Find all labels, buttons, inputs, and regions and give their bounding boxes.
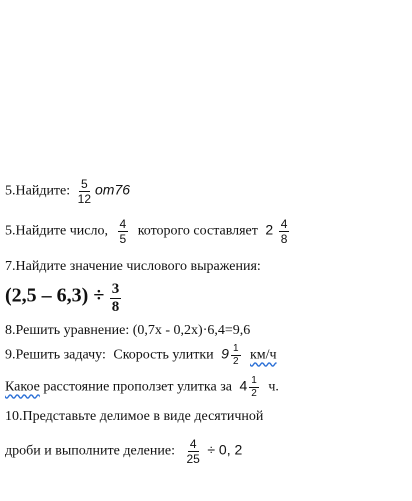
mixed-whole: 4: [239, 377, 248, 394]
fraction: $\frac{1}{2}$: [251, 375, 257, 399]
task-9-line2: [5, 376, 279, 399]
task-10-rest: ÷ 0, 2: [207, 441, 243, 458]
task-5b-label: 5.Найдите число,: [5, 223, 108, 239]
mixed-whole: 2: [265, 221, 274, 238]
task-8: 8.Решить уравнение: (0,7x - 0,2x)·6,4=9,6: [5, 323, 251, 338]
task-5b-middle: которого составляет: [137, 223, 258, 239]
fraction: $\frac{3}{8}$: [111, 281, 120, 315]
unit-speed: км/ч: [250, 347, 277, 363]
fraction: $\frac{5}{12}$: [77, 177, 92, 206]
task-7-label: 7.Найдите значение числового выражения:: [5, 259, 261, 274]
fraction: $\frac{4}{5}$: [119, 217, 127, 246]
mixed-whole: 9: [221, 345, 229, 362]
task-9-question: расстояние проползет улитка за: [43, 379, 232, 395]
unit-hours: ч.: [268, 379, 279, 395]
task-9-word: Какое: [5, 379, 40, 395]
task-9-text: Скорость улитки: [113, 347, 214, 363]
expression-left: (2,5 – 6,3) ÷: [5, 284, 105, 307]
task-10-text: дроби и выполните деление:: [5, 443, 175, 459]
fraction: $\frac{4}{8}$: [280, 217, 288, 246]
task-5a: [5, 178, 130, 205]
task-10-line1: 10.Представьте делимое в виде десятичной: [5, 409, 264, 424]
task-9-label: 9.Решить задачу:: [5, 347, 106, 363]
fraction: $\frac{4}{25}$: [186, 437, 200, 466]
task-10-line2: [5, 438, 242, 465]
task-5a-rest: от76: [95, 181, 131, 198]
task-7-expression: [5, 282, 123, 315]
fraction: $\frac{1}{2}$: [232, 343, 239, 367]
task-5a-label: 5.Найдите:: [5, 183, 71, 199]
task-9: [5, 344, 277, 367]
task-5b: [5, 218, 291, 245]
